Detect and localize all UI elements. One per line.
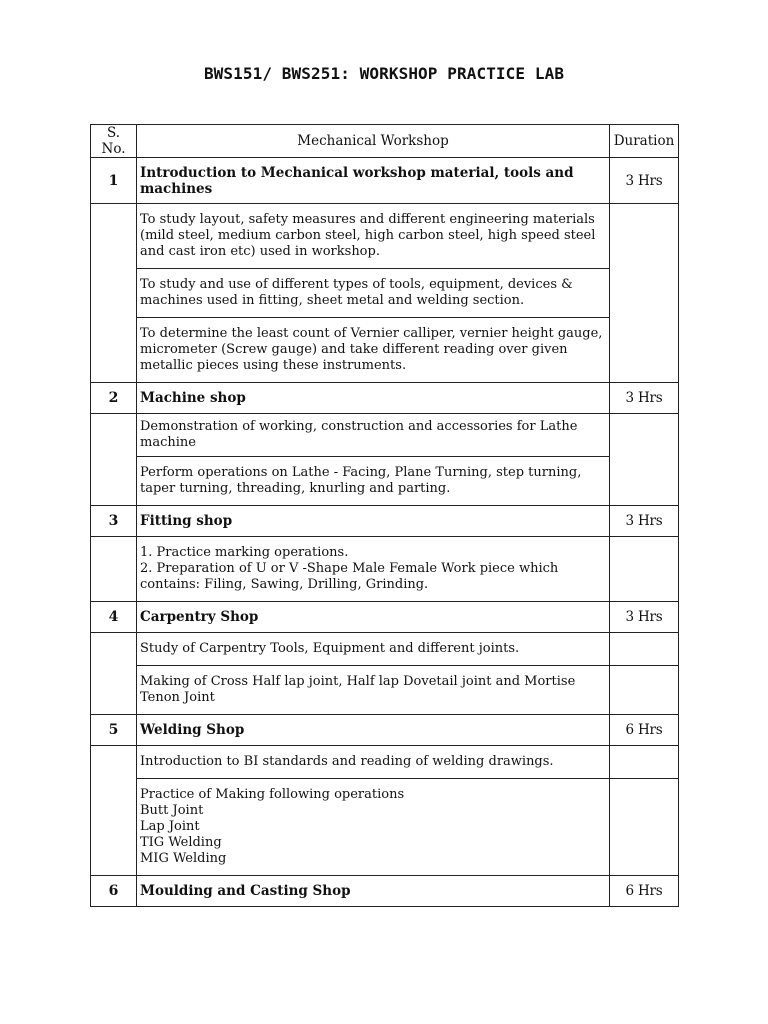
blank-cell [610,204,679,383]
item-text: Demonstration of working, construction and accessories for Lathe machine [137,414,610,457]
header-workshop: Mechanical Workshop [137,125,610,158]
section-duration: 3 Hrs [610,383,679,414]
section-title: Moulding and Casting Shop [137,876,610,907]
blank-cell [610,414,679,506]
blank-cell [610,666,679,715]
blank-cell [610,537,679,602]
blank-cell [91,537,137,602]
header-duration: Duration [610,125,679,158]
blank-cell [91,633,137,715]
section-duration: 6 Hrs [610,715,679,746]
item-text: Practice of Making following operations Butt Joint Lap Joint TIG Welding MIG Welding [137,779,610,876]
item-text: To determine the least count of Vernier calliper, vernier height gauge, micrometer (Screw gauge) and take different reading over given metallic pieces using these instruments. [137,318,610,383]
item-text: Study of Carpentry Tools, Equipment and different joints. [137,633,610,666]
section-number: 5 [91,715,137,746]
item-text: Making of Cross Half lap joint, Half lap Dovetail joint and Mortise Tenon Joint [137,666,610,715]
section-title: Fitting shop [137,506,610,537]
section-row [91,715,679,746]
section-title: Welding Shop [137,715,610,746]
item-text: Introduction to BI standards and reading of welding drawings. [137,746,610,779]
section-row [91,158,679,204]
section-duration: 6 Hrs [610,876,679,907]
blank-cell [610,633,679,666]
section-number: 4 [91,602,137,633]
item-row [91,318,679,383]
item-text: Perform operations on Lathe - Facing, Plane Turning, step turning, taper turning, threading, knurling and parting. [137,457,610,506]
item-row [91,779,679,876]
blank-cell [91,746,137,876]
section-duration: 3 Hrs [610,158,679,204]
item-row [91,457,679,506]
item-text: 1. Practice marking operations. 2. Preparation of U or V -Shape Male Female Work piece which contains: Filing, Sawing, Drilling, Grinding. [137,537,610,602]
blank-cell [91,204,137,383]
item-row [91,746,679,779]
section-number: 3 [91,506,137,537]
section-number: 1 [91,158,137,204]
item-row [91,666,679,715]
header-sno: S. No. [91,125,137,158]
item-text: To study and use of different types of tools, equipment, devices & machines used in fitting, sheet metal and welding section. [137,269,610,318]
item-text: To study layout, safety measures and different engineering materials (mild steel, medium carbon steel, high carbon steel, high speed steel and cast iron etc) used in workshop. [137,204,610,269]
item-row [91,204,679,269]
section-row [91,506,679,537]
section-number: 2 [91,383,137,414]
header-row [91,125,679,158]
section-row [91,876,679,907]
section-number: 6 [91,876,137,907]
section-row [91,602,679,633]
section-title: Carpentry Shop [137,602,610,633]
item-row [91,269,679,318]
item-row [91,633,679,666]
section-duration: 3 Hrs [610,506,679,537]
section-title: Introduction to Mechanical workshop material, tools and machines [137,158,610,204]
blank-cell [610,779,679,876]
section-title: Machine shop [137,383,610,414]
item-row [91,414,679,457]
blank-cell [610,746,679,779]
item-row [91,537,679,602]
document-title: BWS151/ BWS251: WORKSHOP PRACTICE LAB [203,64,565,83]
section-duration: 3 Hrs [610,602,679,633]
blank-cell [91,414,137,506]
section-row [91,383,679,414]
syllabus-table [90,124,679,907]
